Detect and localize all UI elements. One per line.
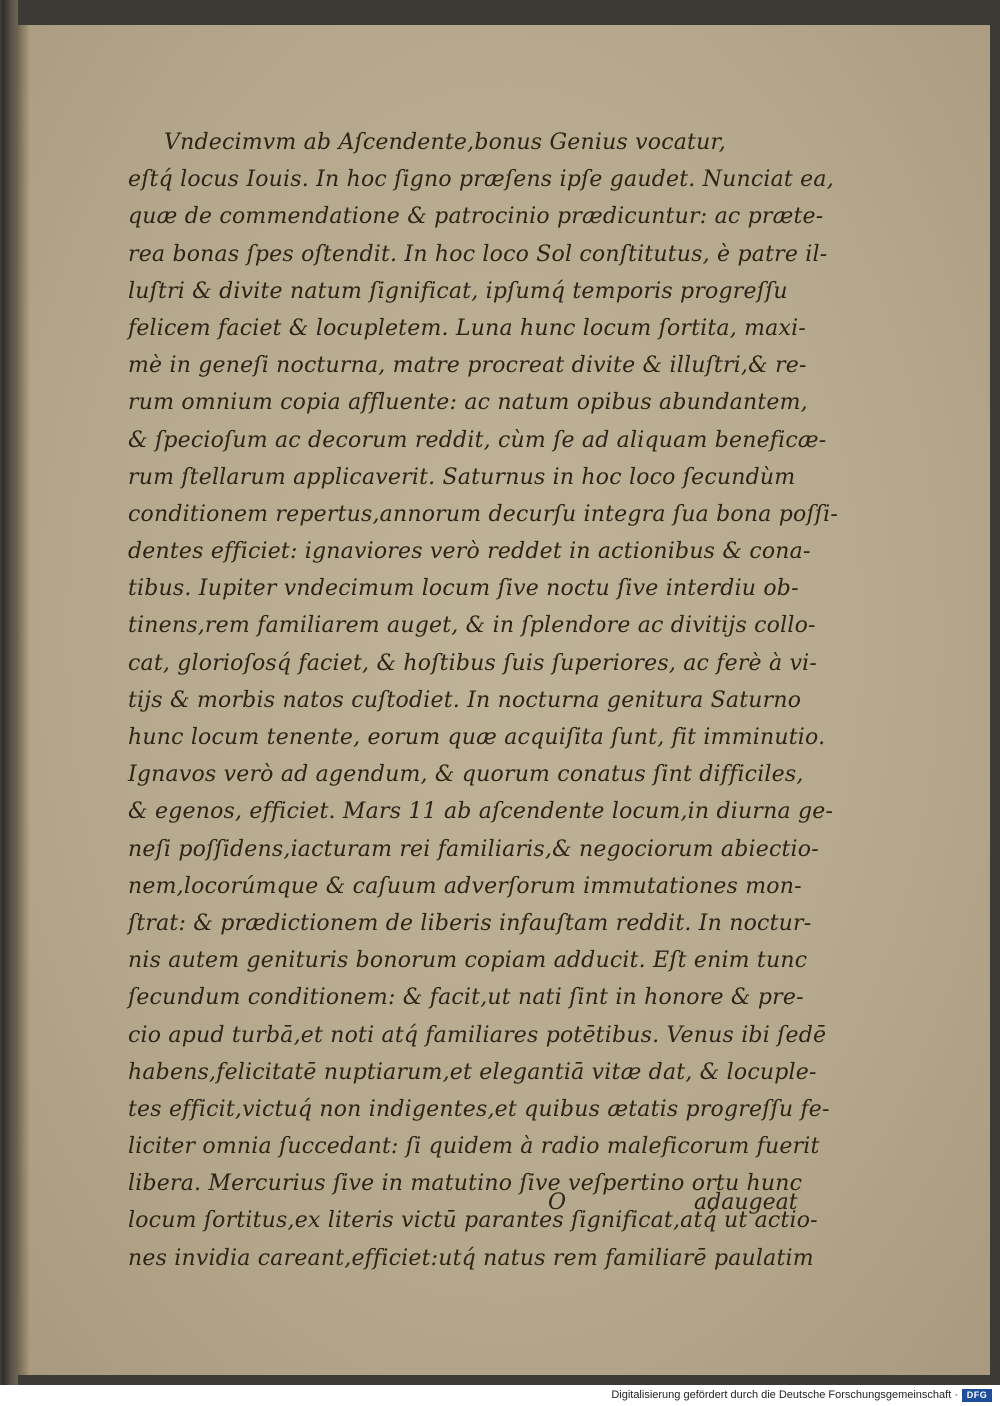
text-line: ſtrat: & prædictionem de liberis infauſtam reddit. In noctur-	[128, 910, 812, 936]
page-foot	[128, 1190, 828, 1220]
text-line: eſtq́ locus Iouis. In hoc ſigno præſens ipſe gaudet. Nunciat ea,	[128, 167, 834, 193]
text-line: Vndecimvm ab Aſcendente,bonus Genius vocatur,	[164, 130, 726, 155]
text-line: tibus. Iupiter vndecimum locum ſive noctu ſive interdiu ob-	[128, 576, 799, 602]
text-line: neſi poſſidens,iacturam rei familiaris,& negociorum abiectio-	[128, 836, 819, 862]
text-line: cio apud turbā,et noti atq́ familiares potētibus. Venus ibi ſedē	[128, 1022, 827, 1048]
text-line: cat, glorioſosq́ faciet, & hoſtibus ſuis ſuperiores, ac ferè à vi-	[128, 650, 817, 676]
text-line: quæ de commendatione & patrocinio prædicuntur: ac præte-	[128, 204, 824, 230]
page-text	[128, 124, 839, 1277]
signature-mark: O	[548, 1190, 567, 1215]
funding-credit: Digitalisierung gefördert durch die Deutsche Forschungsgemeinschaft ·	[611, 1389, 958, 1401]
text-line: conditionem repertus,annorum decurſu integra ſua bona poſſi-	[128, 501, 839, 527]
text-line: nes invidia careant,efficiet:utq́ natus rem familiarē paulatim	[128, 1245, 814, 1271]
text-line: dentes efficiet: ignaviores verò reddet in actionibus & cona-	[128, 539, 811, 565]
text-line: mè in geneſi nocturna, matre procreat divite & illuſtri,& re-	[128, 353, 807, 379]
text-line: tijs & morbis natos cuſtodiet. In nocturna genitura Saturno	[128, 687, 802, 713]
text-line: rum omnium copia affluente: ac natum opibus abundantem,	[128, 390, 808, 416]
text-line: ſecundum conditionem: & facit,ut nati ſint in honore & pre-	[128, 985, 804, 1011]
text-line: nis autem genituris bonorum copiam adducit. Eſt enim tunc	[128, 948, 808, 974]
text-line: Ignavos verò ad agendum, & quorum conatus ſint difficiles,	[128, 762, 804, 788]
text-line: liciter omnia ſuccedant: ſi quidem à radio maleficorum fuerit	[128, 1134, 820, 1160]
catchword: adaugeat	[694, 1190, 798, 1215]
dfg-logo: DFG	[962, 1389, 992, 1402]
text-line: tinens,rem familiarem auget, & in ſplendore ac divitijs collo-	[128, 613, 816, 639]
text-line: libera. Mercurius ſive in matutino ſive veſpertino ortu hunc	[128, 1171, 803, 1197]
text-line: felicem faciet & locupletem. Luna hunc locum ſortita, maxi-	[128, 315, 806, 341]
text-line: nem,locorúmque & caſuum adverſorum immutationes mon-	[128, 873, 802, 899]
text-line: rum ſtellarum applicaverit. Saturnus in hoc loco ſecundùm	[128, 464, 796, 490]
text-line: tes efficit,victuq́ non indigentes,et quibus ætatis progreſſu fe-	[128, 1096, 830, 1122]
text-line: & egenos, efficiet. Mars 11 ab aſcendente locum,in diurna ge-	[128, 799, 834, 825]
text-line: habens,felicitatē nuptiarum,et elegantiā vitæ dat, & locuple-	[128, 1059, 817, 1085]
text-line: luſtri & divite natum ſignificat, ipſumq́ temporis progreſſu	[128, 278, 788, 304]
text-line: locum ſortitus,ex literis victū parantes ſignificat,atq́ ut actio-	[128, 1208, 818, 1234]
text-line: & ſpecioſum ac decorum reddit, cùm ſe ad aliquam beneficæ-	[128, 427, 827, 453]
book-spine	[2, 0, 18, 1385]
page-gutter-shadow	[18, 25, 30, 1375]
text-line: rea bonas ſpes oſtendit. In hoc loco Sol conſtitutus, è patre il-	[128, 241, 828, 267]
text-line: hunc locum tenente, eorum quæ acquiſita ſunt, fit imminutio.	[128, 725, 826, 750]
